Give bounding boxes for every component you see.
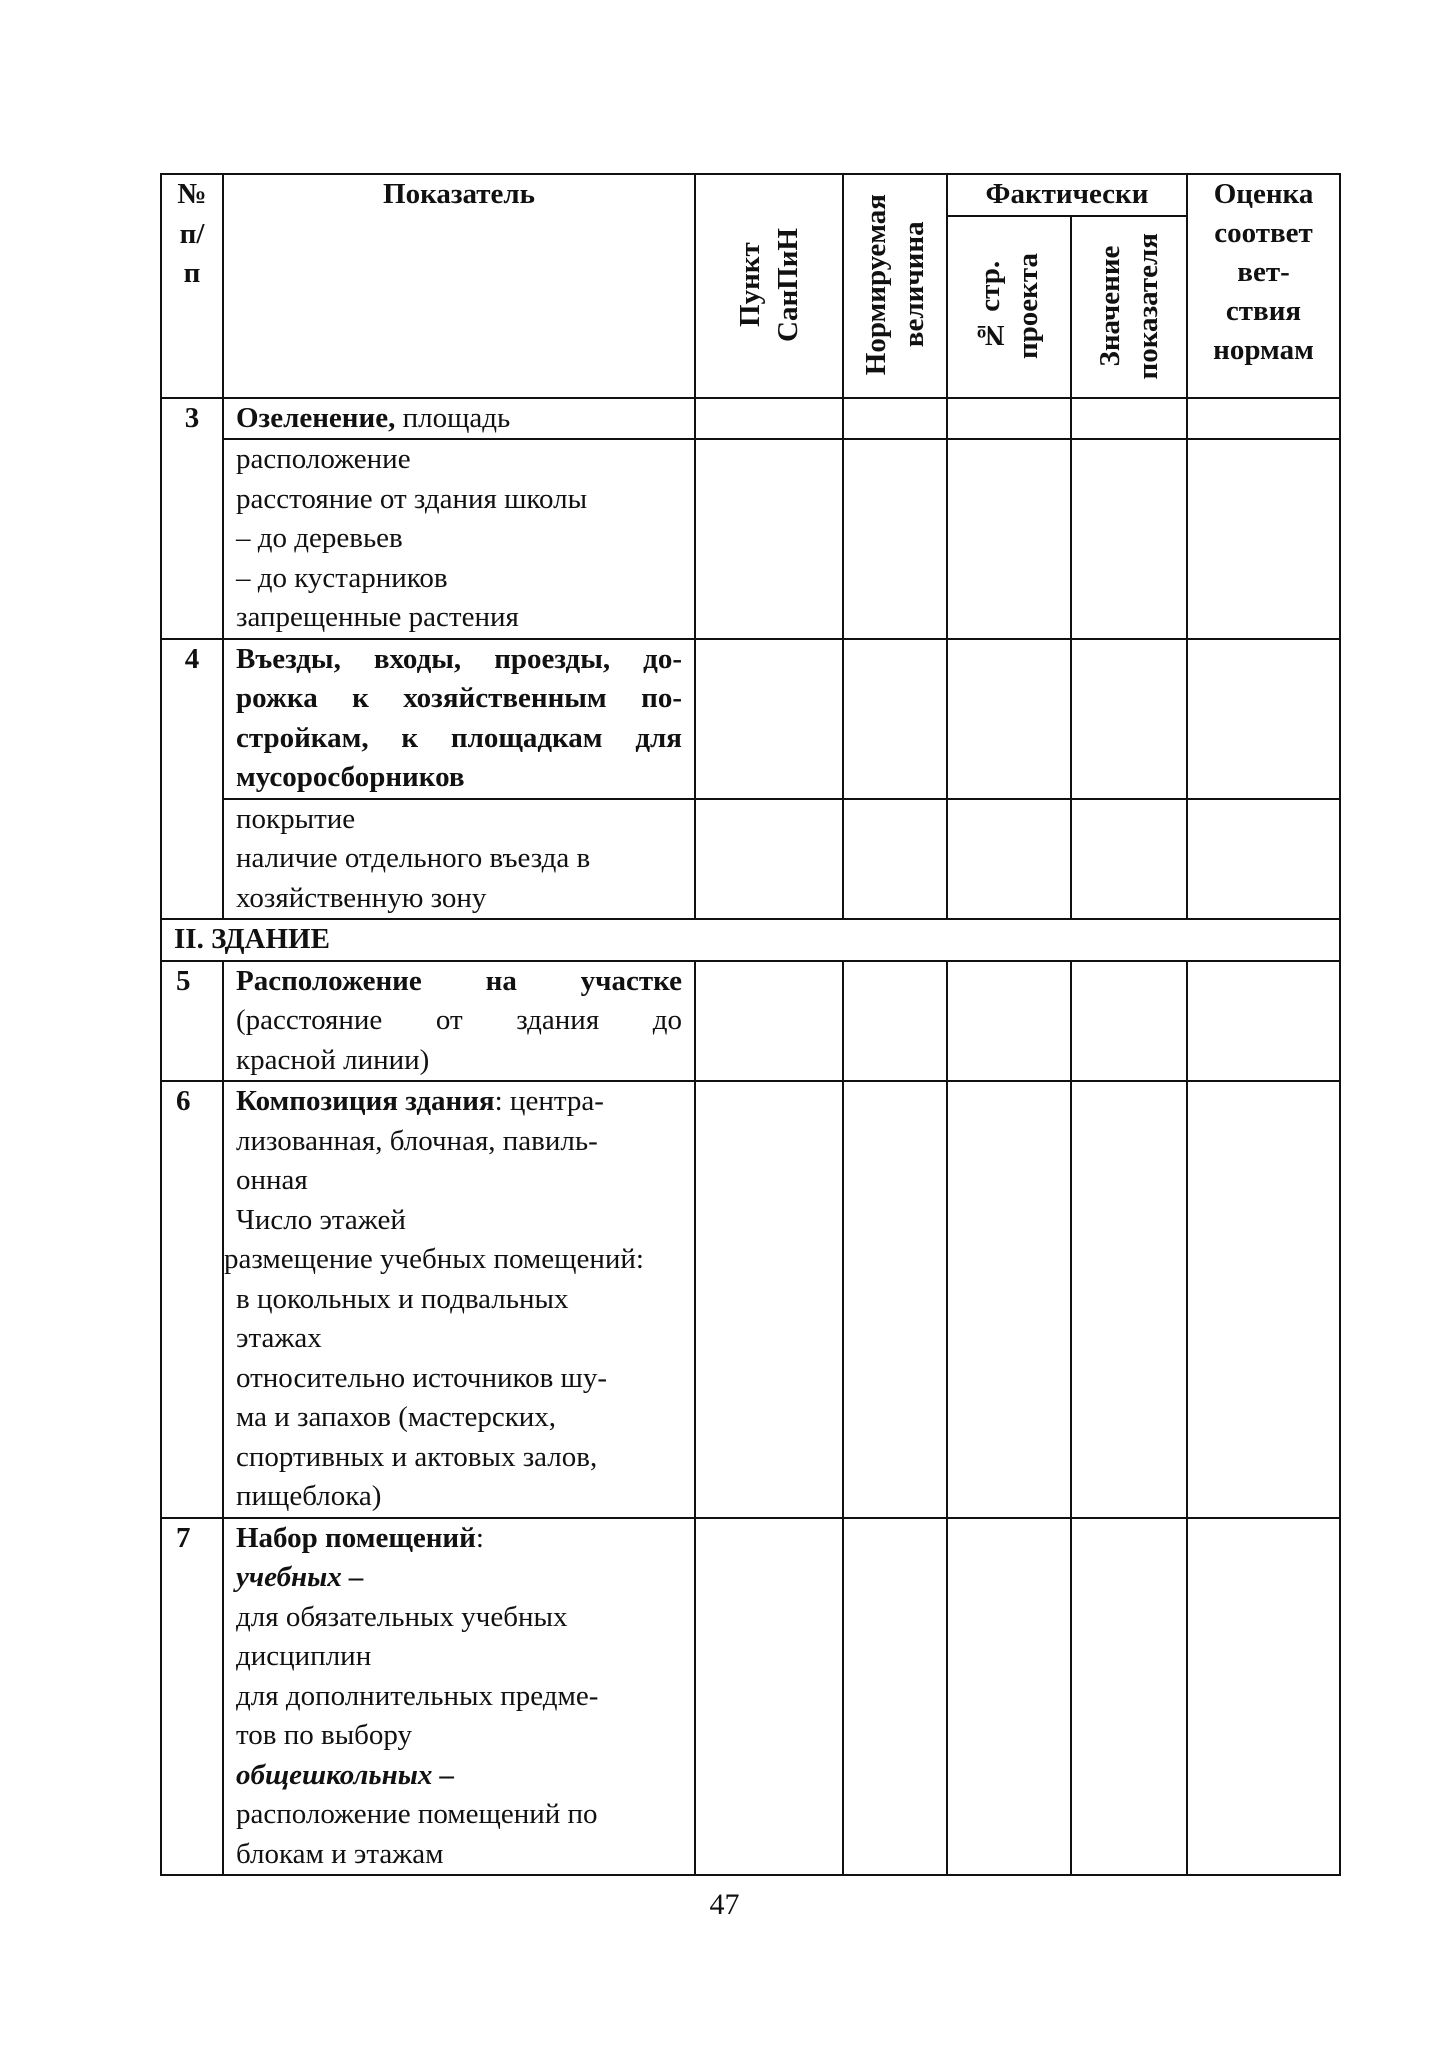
cell-norm xyxy=(843,799,947,920)
row-details: расположение расстояние от здания школы – до деревьев – до кустарников запрещенные растения xyxy=(223,439,695,639)
cell-score xyxy=(1187,439,1340,639)
cell-norm xyxy=(843,398,947,440)
cell-page-ref xyxy=(947,398,1071,440)
row-number: 3 xyxy=(161,398,223,639)
row-number: 7 xyxy=(161,1518,223,1876)
header-actual: Фактически xyxy=(947,174,1187,216)
hygiene-assessment-table xyxy=(160,173,1341,1876)
table-row xyxy=(161,799,1340,920)
header-value: Значение показателя xyxy=(1071,216,1187,398)
header-num: № п/ п xyxy=(161,174,223,398)
cell-sanpin xyxy=(695,799,843,920)
header-sanpin: Пункт СанПиН xyxy=(695,174,843,398)
row-title: Въезды, входы, проезды, до- рожка к хозяйственным по- стройкам, к площадкам для мусоросборников xyxy=(223,639,695,799)
cell-page-ref xyxy=(947,439,1071,639)
cell-page-ref xyxy=(947,639,1071,799)
cell-score xyxy=(1187,398,1340,440)
cell-value xyxy=(1071,639,1187,799)
row-title: Озеленение, площадь xyxy=(223,398,695,440)
header-page-ref: № стр. проекта xyxy=(947,216,1071,398)
row-title: Набор помещений: учебных – для обязательных учебных дисциплин для дополнительных предме- тов по выбору общешкольных – расположение помещений по блокам и этажам xyxy=(223,1518,695,1876)
row-number: 5 xyxy=(161,961,223,1082)
cell-page-ref xyxy=(947,799,1071,920)
cell-value xyxy=(1071,398,1187,440)
row-number: 6 xyxy=(161,1081,223,1518)
table-row xyxy=(161,398,1340,440)
cell-norm xyxy=(843,639,947,799)
table-row xyxy=(161,639,1340,799)
cell-norm xyxy=(843,1518,947,1876)
table-row xyxy=(161,1081,1340,1518)
cell-value xyxy=(1071,799,1187,920)
row-title: Расположение на участке (расстояние от здания до красной линии) xyxy=(223,961,695,1082)
cell-sanpin xyxy=(695,639,843,799)
cell-score xyxy=(1187,799,1340,920)
cell-sanpin xyxy=(695,1518,843,1876)
cell-norm xyxy=(843,439,947,639)
cell-page-ref xyxy=(947,961,1071,1082)
table-row xyxy=(161,1518,1340,1876)
cell-page-ref xyxy=(947,1518,1071,1876)
cell-sanpin xyxy=(695,398,843,440)
header-indicator: Показатель xyxy=(223,174,695,398)
page-number: 47 xyxy=(709,1888,740,1921)
cell-score xyxy=(1187,1518,1340,1876)
cell-value xyxy=(1071,1081,1187,1518)
header-row xyxy=(161,174,1340,216)
row-details: покрытие наличие отдельного въезда в хозяйственную зону xyxy=(223,799,695,920)
cell-value xyxy=(1071,961,1187,1082)
cell-norm xyxy=(843,961,947,1082)
cell-sanpin xyxy=(695,439,843,639)
cell-norm xyxy=(843,1081,947,1518)
cell-sanpin xyxy=(695,1081,843,1518)
cell-page-ref xyxy=(947,1081,1071,1518)
table-row xyxy=(161,961,1340,1082)
cell-score xyxy=(1187,639,1340,799)
section-title: II. ЗДАНИЕ xyxy=(161,919,1340,961)
cell-sanpin xyxy=(695,961,843,1082)
header-norm: Нормируемая величина xyxy=(843,174,947,398)
cell-value xyxy=(1071,439,1187,639)
table-row xyxy=(161,439,1340,639)
cell-value xyxy=(1071,1518,1187,1876)
header-score: Оценка соответ вет- ствия нормам xyxy=(1187,174,1340,398)
row-number: 4 xyxy=(161,639,223,920)
cell-score xyxy=(1187,1081,1340,1518)
row-title: Композиция здания: центра- лизованная, блочная, павиль- онная Число этажей размещение учебных помещений: в цокольных и подвальных этажах относительно источников шу- ма и запахов (мастерских, спортивных и актовых залов, пищеблока) xyxy=(223,1081,695,1518)
cell-score xyxy=(1187,961,1340,1082)
section-row xyxy=(161,919,1340,961)
